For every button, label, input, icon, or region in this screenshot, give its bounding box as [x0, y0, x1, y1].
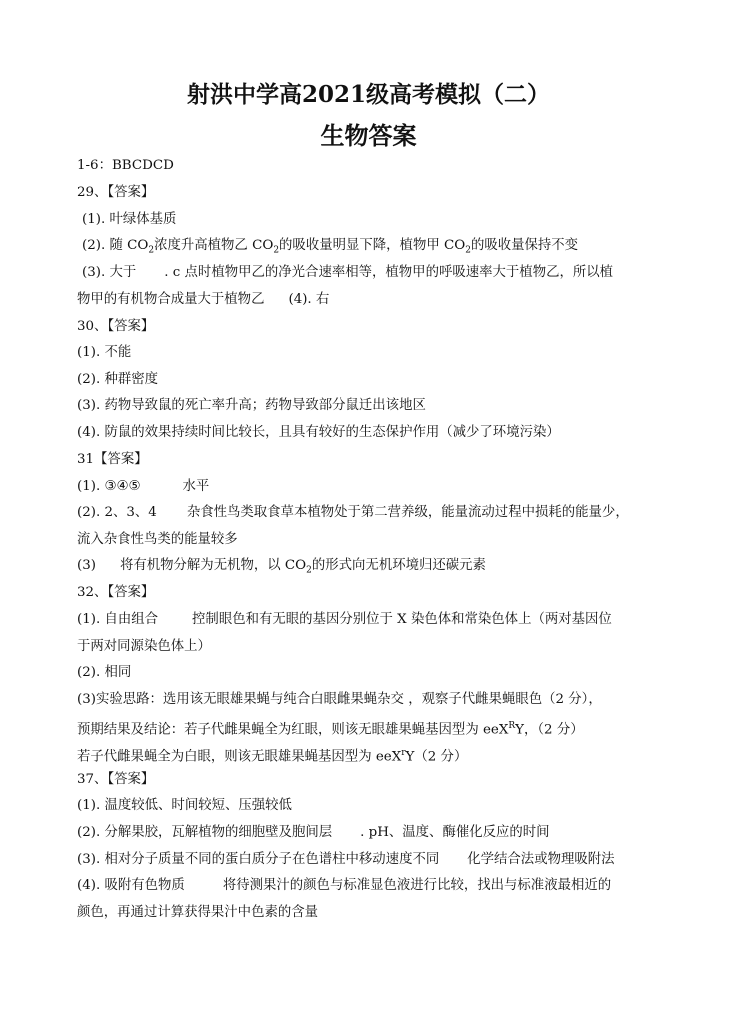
- q31-heading: 31【答案】: [77, 452, 148, 467]
- q29-a2-text3: 的吸收量明显下降，植物甲 CO: [279, 238, 466, 253]
- q32-heading: 32、【答案】: [77, 585, 155, 600]
- q30-answer-4: (4). 防鼠的效果持续时间比较长，且具有较好的生态保护作用（减少了环境污染）: [77, 425, 560, 440]
- q31-a3-text1: (3): [77, 558, 96, 573]
- mc-answers: 1-6：BBCDCD: [77, 158, 174, 173]
- q31-a3-text3: 的形式向无机环境归还碳元素: [311, 558, 486, 573]
- q37-a2-text1: (2). 分解果胶，瓦解植物的细胞壁及胞间层: [77, 825, 333, 840]
- q29-a2-text1: (2). 随 CO: [82, 238, 149, 253]
- q29-answer-2: [82, 236, 578, 261]
- q30-answer-3: (3). 药物导致鼠的死亡率升高；药物导致部分鼠迁出该地区: [77, 398, 426, 413]
- q29-heading: 29、【答案】: [77, 185, 155, 200]
- q32-a3-r1-text2: Y，（2 分）: [515, 722, 584, 738]
- q29-answer-3-cont: [77, 290, 329, 310]
- q31-answer-2: [77, 503, 629, 523]
- q31-answer-1: [77, 477, 209, 497]
- q30-heading: 30、【答案】: [77, 319, 155, 334]
- q31-answer-2-cont: 流入杂食性鸟类的能量较多: [77, 532, 238, 547]
- q32-answer-3-result-2: [77, 743, 467, 767]
- q32-answer-3-result-1: [77, 716, 584, 740]
- page-title: 射洪中学高2021级高考模拟（二）: [186, 81, 550, 108]
- q29-a3-text2: . c 点时植物甲乙的净光合速率相等，植物甲的呼吸速率大于植物乙，所以植: [164, 265, 614, 280]
- q29-a2-sub2: 2: [273, 245, 280, 256]
- q29-answer-4: (4). 右: [288, 292, 330, 307]
- q29-a2-sub1: 2: [148, 245, 155, 256]
- q37-answer-1: (1). 温度较低、时间较短、压强较低: [77, 798, 292, 813]
- page-subtitle: 生物答案: [320, 121, 417, 150]
- q32-a1-text1: (1). 自由组合: [77, 612, 159, 627]
- q32-answer-1: [77, 610, 612, 630]
- q29-a3-text1: (3). 大于: [82, 265, 137, 280]
- q29-a2-text2: 浓度升高植物乙 CO: [154, 238, 274, 253]
- q37-answer-4-cont: 颜色，再通过计算获得果汁中色素的含量: [77, 905, 319, 920]
- q32-a3-r1-sup: R: [508, 721, 516, 731]
- q37-a4-text2: 将待测果汁的颜色与标准显色液进行比较，找出与标准液最相近的: [222, 878, 612, 893]
- q32-a3-r2-text1: 若子代雌果蝇全为白眼，则该无眼雄果蝇基因型为 eeX: [77, 749, 402, 765]
- q37-a3-text2: 化学结合法或物理吸附法: [467, 852, 615, 867]
- q29-answer-1: (1). 叶绿体基质: [82, 212, 177, 227]
- q31-answer-3: [77, 556, 486, 581]
- q32-a3-r2-sup: r: [401, 748, 406, 758]
- q32-answer-1-cont: 于两对同源染色体上）: [77, 639, 211, 654]
- q31-a1-text2: 水平: [182, 479, 210, 494]
- q29-a3-text3: 物甲的有机物合成量大于植物乙: [77, 292, 265, 307]
- q31-a3-sub: 2: [306, 565, 312, 576]
- q32-answer-3: (3)实验思路：选用该无眼雄果蝇与纯合白眼雌果蝇杂交 ，观察子代雌果蝇眼色（2 分），: [77, 692, 602, 707]
- q37-answer-2: [77, 823, 550, 843]
- q29-answer-3: [82, 263, 613, 283]
- q29-a2-sub3: 2: [465, 245, 471, 256]
- q31-a2-text2: 杂食性鸟类取食草本植物处于第二营养级，能量流动过程中损耗的能量少，: [186, 505, 629, 520]
- q37-a3-text1: (3). 相对分子质量不同的蛋白质分子在色谱柱中移动速度不同: [77, 852, 440, 867]
- q29-a2-text4: 的吸收量保持不变: [470, 238, 579, 253]
- q32-answer-2: (2). 相同: [77, 665, 132, 680]
- q37-answer-3: [77, 850, 615, 870]
- q37-heading: 37、【答案】: [77, 772, 155, 787]
- q31-a2-text1: (2). 2、3、4: [77, 505, 157, 520]
- q30-answer-2: (2). 种群密度: [77, 372, 159, 387]
- q37-answer-4: [77, 876, 611, 896]
- q32-a1-text2: 控制眼色和有无眼的基因分别位于 X 染色体和常染色体上（两对基因位: [192, 612, 612, 627]
- q37-a4-text1: (4). 吸附有色物质: [77, 878, 185, 893]
- q37-a2-text2: . pH、温度、酶催化反应的时间: [360, 825, 550, 840]
- q31-a3-text2: 将有机物分解为无机物，以 CO: [119, 558, 307, 573]
- q32-a3-r2-text2: Y（2 分）: [405, 749, 468, 765]
- q31-a1-text1: (1). ③④⑤: [77, 479, 141, 494]
- q30-answer-1: (1). 不能: [77, 345, 132, 360]
- q32-a3-r1-text1: 预期结果及结论：若子代雌果蝇全为红眼，则该无眼雄果蝇基因型为 eeX: [77, 722, 509, 738]
